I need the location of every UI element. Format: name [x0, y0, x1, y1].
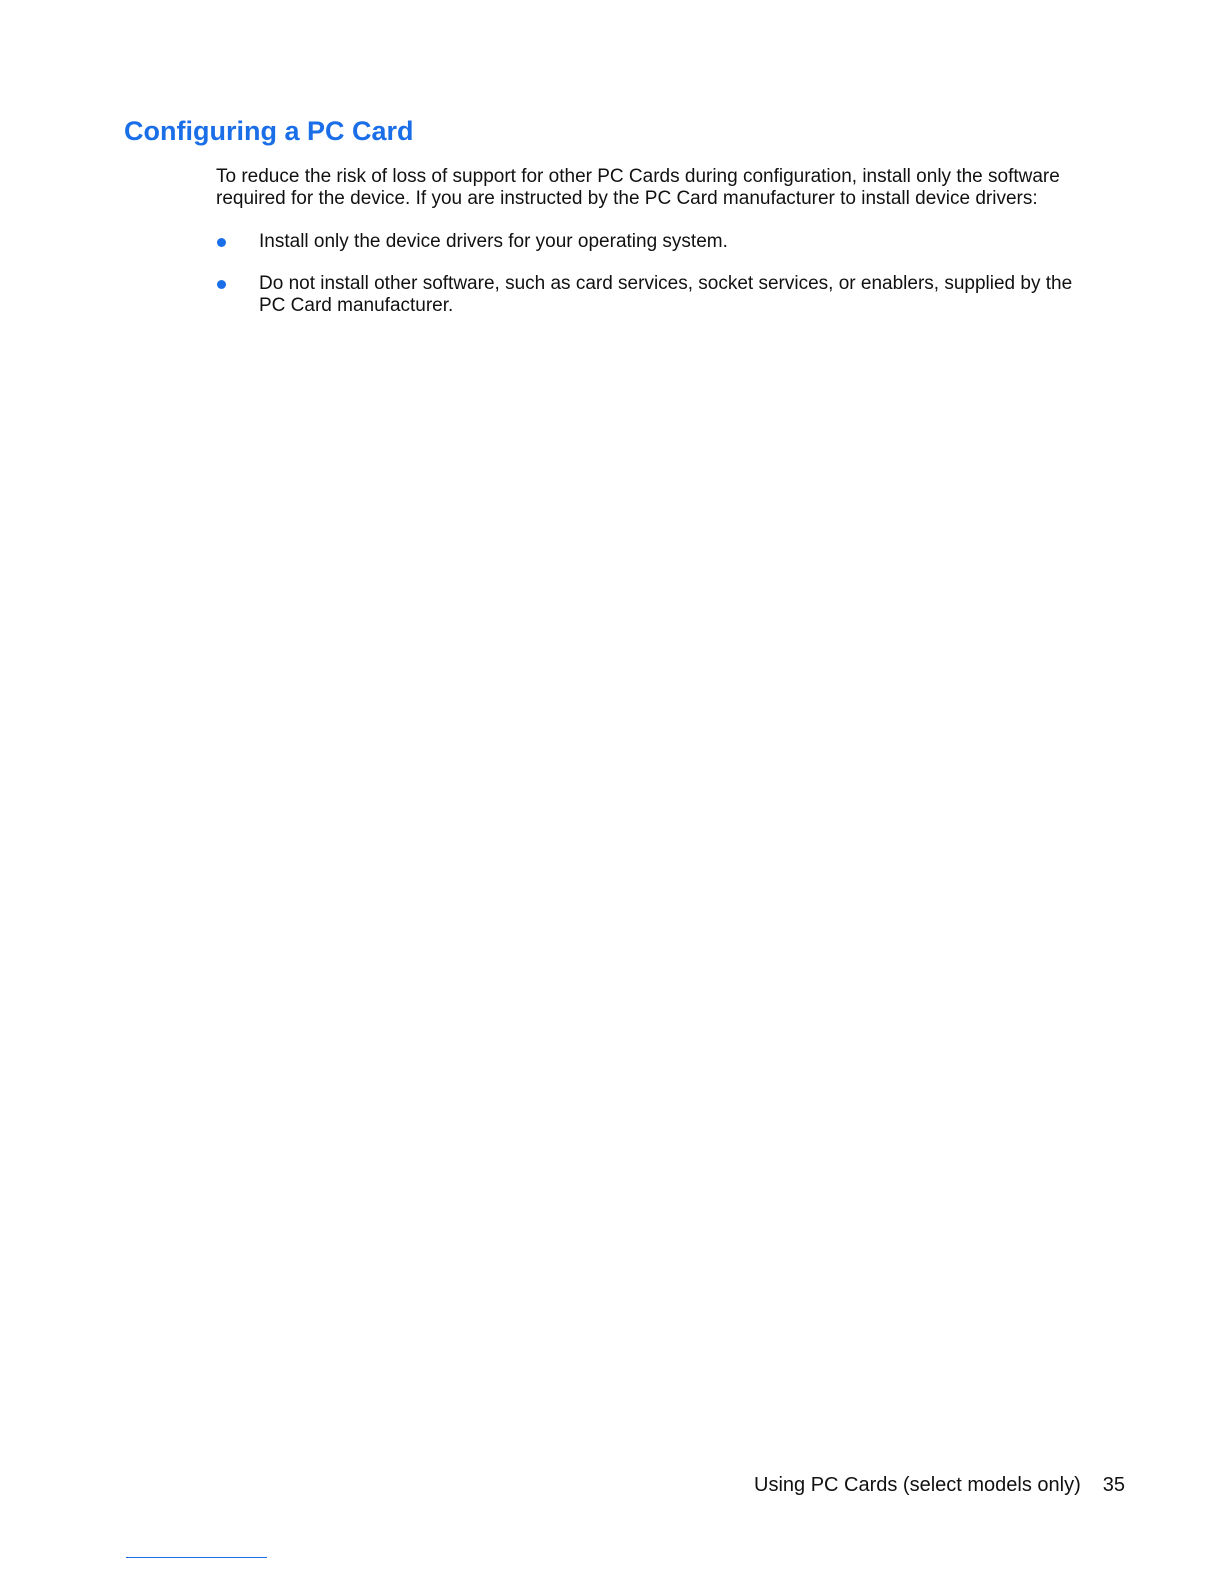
section-heading: Configuring a PC Card — [124, 116, 414, 146]
list-item — [216, 273, 1116, 317]
footer-divider — [126, 1557, 267, 1558]
intro-paragraph: To reduce the risk of loss of support for other PC Cards during configuration, install only the software required for the device. If you are instructed by the PC Card manufacturer to install device drivers: — [216, 166, 1060, 209]
bullet-text: Install only the device drivers for your operating system. — [259, 231, 728, 252]
bullet-icon — [217, 280, 226, 289]
bullet-icon — [217, 238, 226, 247]
footer-section-title: Using PC Cards (select models only) — [754, 1474, 1081, 1496]
bullet-list — [216, 231, 1116, 337]
bullet-text: Do not install other software, such as card services, socket services, or enablers, supplied by the PC Card manufacturer. — [259, 273, 1073, 316]
page-footer — [754, 1473, 1125, 1497]
list-item — [216, 231, 1116, 253]
page-number: 35 — [1102, 1474, 1126, 1496]
